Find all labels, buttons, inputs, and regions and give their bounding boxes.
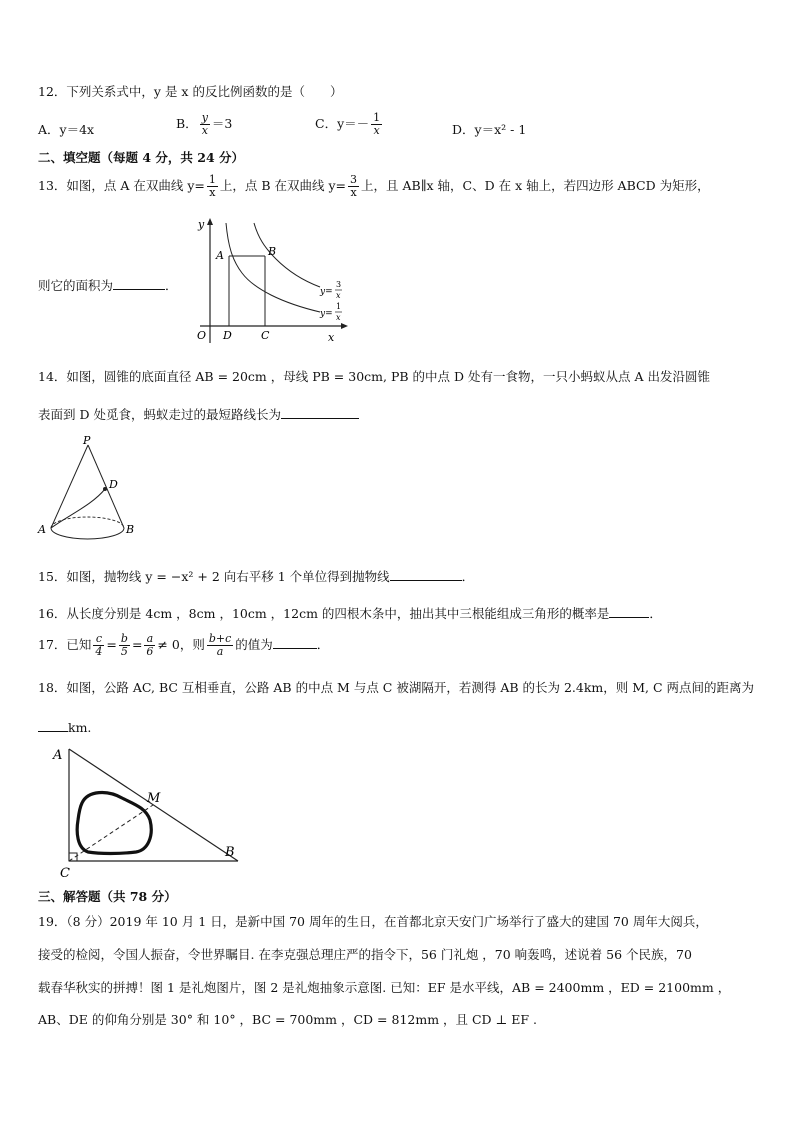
q12-option-b [176,112,232,137]
q13-curve3-den: x [336,291,341,300]
q13-label-d: D [223,329,232,342]
q12-option-c-prefix: C．y＝－ [315,116,370,131]
frac-denominator: a [216,645,224,658]
frac-denominator: x [201,124,208,137]
q17-suffix: 的值为 [235,637,273,652]
q13-curve-3-over-x [254,223,320,287]
q18-line2 [38,719,91,736]
frac-numerator: b+c [208,632,232,645]
frac-numerator: b [120,632,128,645]
q13-figure [192,215,352,350]
q13-line1 [38,174,710,199]
q18-answer-blank [38,719,68,732]
q18-lake [77,793,151,854]
q14-line1: 14．如图，圆锥的底面直径 AB = 20cm ，母线 PB = 30cm, PB 的中点 D 处有一食物，一只小蚂蚁从点 A 出发沿圆锥 [38,369,710,384]
q17-equals-2: = [131,637,143,652]
q15-answer-blank [390,568,462,581]
frac-denominator: 5 [120,645,128,658]
q13-fraction-2 [348,174,359,199]
q13-curve3-num: 3 [336,280,342,289]
q13-line2-end: ． [165,278,178,293]
q18-figure [50,740,260,880]
q17-equals-1: = [106,637,117,652]
frac-numerator: 1 [208,173,216,186]
q13-x-arrow [341,323,348,329]
q16-line [38,605,662,622]
q13-label-a: A [216,249,224,262]
q13-curve1-num: 1 [336,302,342,311]
q18-label-b: B [225,845,235,860]
q14-cone-edge-pb [88,445,124,528]
q19-line4: AB、DE 的仰角分别是 30° 和 10° ，BC = 700mm ，CD = 812mm ，且 CD ⊥ EF . [38,1012,538,1027]
q17-fraction-bc-a [207,633,233,658]
q17-not-equal: ≠ 0，则 [157,637,205,652]
q13-answer-blank [113,277,165,290]
q13-curve1-label: y= [320,309,333,319]
frac-numerator: y [201,111,208,124]
q13-part2: 上，点 B 在双曲线 y= [219,178,347,193]
q12-option-b-fraction [200,112,210,137]
q16-text: 16．从长度分别是 4cm ，8cm ，10cm ，12cm 的四根木条中，抽出其中三根能组成三角形的概率是 [38,606,610,621]
q18-label-a: A [53,748,63,763]
q12-option-b-suffix: ＝3 [211,116,233,131]
q16-end: ． [649,606,662,621]
q14-base-front [51,528,124,539]
q17-prefix: 17．已知 [38,637,92,652]
q12-stem: 12．下列关系式中，y 是 x 的反比例函数的是（ ） [38,84,343,99]
q15-end: ． [461,569,475,584]
frac-denominator: x [373,124,380,137]
q13-part3: 上，且 AB∥x 轴，C、D 在 x 轴上，若四边形 ABCD 为矩形， [361,178,710,193]
q13-curve1-den: x [336,313,341,322]
q17-end: ． [316,637,330,652]
q13-label-c: C [261,329,270,342]
q17-fraction-a-6 [144,633,155,658]
q12-option-c [315,112,384,137]
q19-line1: 19．（8 分）2019 年 10 月 1 日，是新中国 70 周年的生日，在首都北京天安门广场举行了盛大的建国 70 周年大阅兵， [38,914,708,929]
q13-line2 [38,277,178,294]
q14-answer-blank [281,406,359,419]
q13-label-y: y [198,218,205,231]
q13-curve3-label: y= [320,287,333,297]
q13-part1: 13．如图，点 A 在双曲线 y= [38,178,205,193]
q13-label-b: B [268,245,277,258]
q13-label-o: O [197,329,207,342]
q14-shortest-path [51,489,105,528]
q14-point-d [103,487,107,491]
q18-unit: km. [68,720,92,735]
q16-answer-blank [609,605,649,618]
q14-base-back [51,517,124,528]
q13-curve-1-over-x [226,223,320,312]
q13-y-arrow [207,218,213,225]
section-2-title: 二、填空题（每题 4 分，共 24 分） [38,150,245,165]
frac-numerator: 1 [373,111,381,124]
section-3-title: 三、解答题（共 78 分） [38,889,177,904]
q19-line3: 载春华秋实的拼搏！图 1 是礼炮图片，图 2 是礼炮抽象示意图. 已知：EF 是水平线，AB = 2400mm ，ED = 2100mm ， [38,980,731,995]
frac-numerator: c [93,633,104,646]
q17-line [38,633,329,658]
q15-text: 15．如图，抛物线 y = −x² + 2 向右平移 1 个单位得到抛物线 [38,569,390,584]
q13-line2-text: 则它的面积为 [38,278,114,293]
q18-line1: 18．如图，公路 AC, BC 互相垂直，公路 AB 的中点 M 与点 C 被湖隔开，若测得 AB 的长为 2.4km，则 M, C 两点间的距离为 [38,680,755,695]
q12-option-a: A．y＝4x [38,122,95,137]
q19-line2: 接受的检阅，令国人振奋，令世界瞩目. 在李克强总理庄严的指令下，56 门礼炮 ，70 响轰鸣，述说着 56 个民族，70 [38,947,692,962]
frac-denominator: 6 [146,645,154,658]
q18-label-c: C [60,866,70,880]
q14-label-p: P [83,435,91,447]
q17-answer-blank [273,636,317,649]
q14-label-b: B [126,523,135,536]
q17-fraction-b-5 [119,633,130,658]
q13-label-x: x [328,331,335,344]
q15-line [38,568,474,585]
frac-denominator: x [209,186,216,199]
q12-option-b-prefix: B． [176,116,198,131]
q12-option-d: D．y＝x² - 1 [452,122,527,137]
q14-line2-text: 表面到 D 处觅食，蚂蚁走过的最短路线长为 [38,407,281,422]
q14-label-d: D [109,478,118,491]
frac-denominator: 4 [95,645,103,658]
frac-numerator: 3 [350,173,358,186]
q14-figure [34,435,144,550]
q14-label-a: A [38,523,46,536]
q14-line2 [38,406,359,423]
q18-label-m: M [147,791,161,806]
frac-numerator: a [144,633,155,646]
q17-fraction-c-4 [93,633,104,658]
q13-fraction-1 [207,174,218,199]
q12-option-c-fraction [371,112,382,137]
frac-denominator: x [350,186,357,199]
